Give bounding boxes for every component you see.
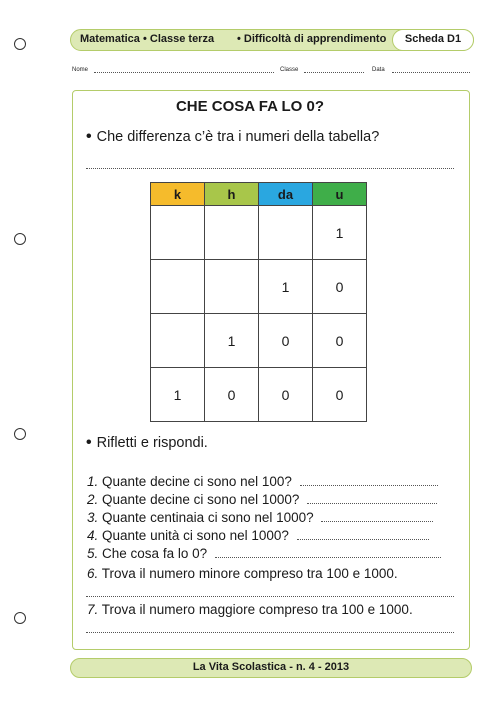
place-value-table	[150, 182, 367, 422]
nome-label: Nome	[72, 67, 89, 73]
header-area: • Difficoltà di apprendimento	[237, 33, 387, 45]
item-number: 6.	[87, 566, 99, 581]
item-number: 3.	[87, 510, 99, 525]
data-label: Data	[372, 67, 385, 73]
item-text: Trova il numero minore compreso tra 100 e 1000.	[101, 566, 398, 581]
answer-line[interactable]	[215, 547, 441, 558]
item-text: Quante decine ci sono nel 100?	[102, 474, 292, 489]
answer-line-7[interactable]	[86, 632, 454, 633]
table-cell: 1	[205, 314, 259, 368]
footer-bar: La Vita Scolastica - n. 4 - 2013	[70, 658, 472, 678]
list-item	[87, 528, 429, 544]
binder-hole-4	[14, 612, 26, 624]
classe-line[interactable]	[304, 72, 364, 73]
table-cell	[205, 206, 259, 260]
header-h: h	[205, 183, 259, 206]
item-number: 7.	[87, 602, 99, 617]
header-subject: Matematica • Classe terza	[80, 33, 215, 45]
item-number: 5.	[87, 546, 99, 561]
scheda-badge: Scheda D1	[392, 29, 474, 51]
student-fields	[72, 67, 472, 79]
data-line[interactable]	[392, 72, 470, 73]
answer-line[interactable]	[307, 493, 437, 504]
table-cell: 0	[259, 314, 313, 368]
table-row	[151, 206, 367, 260]
item-text: Che cosa fa lo 0?	[102, 546, 208, 561]
table-cell	[151, 260, 205, 314]
table-row	[151, 368, 367, 422]
list-item	[87, 510, 433, 526]
answer-line-1[interactable]	[86, 168, 454, 169]
table-cell	[151, 206, 205, 260]
item-text: Quante centinaia ci sono nel 1000?	[102, 510, 314, 525]
header-u: u	[313, 183, 367, 206]
binder-hole-1	[14, 38, 26, 50]
binder-hole-2	[14, 233, 26, 245]
classe-label: Classe	[280, 67, 299, 73]
table-cell	[151, 314, 205, 368]
table-cell: 1	[313, 206, 367, 260]
table-header-row	[151, 183, 367, 206]
table-cell	[205, 260, 259, 314]
table-cell: 1	[259, 260, 313, 314]
table-cell: 0	[205, 368, 259, 422]
table-cell: 0	[313, 314, 367, 368]
item-text: Quante decine ci sono nel 1000?	[102, 492, 300, 507]
table-cell	[259, 206, 313, 260]
question-2	[86, 434, 208, 452]
bullet-icon: •	[86, 434, 92, 451]
table-row	[151, 260, 367, 314]
list-item	[87, 474, 438, 490]
answer-line-6[interactable]	[86, 596, 454, 597]
list-item	[87, 602, 413, 618]
question-2-text: Rifletti e rispondi.	[96, 435, 208, 451]
answer-line[interactable]	[300, 475, 438, 486]
list-item	[87, 546, 441, 562]
item-number: 1.	[87, 474, 99, 489]
table-cell: 1	[151, 368, 205, 422]
bullet-icon: •	[86, 128, 92, 145]
item-number: 2.	[87, 492, 99, 507]
table-cell: 0	[313, 260, 367, 314]
table-cell: 0	[259, 368, 313, 422]
item-text: Trova il numero maggiore compreso tra 100 e 1000.	[101, 602, 413, 617]
binder-hole-3	[14, 428, 26, 440]
list-item	[87, 492, 437, 508]
answer-line[interactable]	[297, 529, 429, 540]
answer-line[interactable]	[321, 511, 433, 522]
list-item	[87, 566, 398, 582]
header-k: k	[151, 183, 205, 206]
table-cell: 0	[313, 368, 367, 422]
page-title: CHE COSA FA LO 0?	[175, 98, 325, 115]
header-bar	[70, 29, 474, 51]
header-da: da	[259, 183, 313, 206]
item-text: Quante unità ci sono nel 1000?	[102, 528, 289, 543]
question-1	[86, 128, 379, 146]
nome-line[interactable]	[94, 72, 274, 73]
question-1-text: Che differenza c’è tra i numeri della tabella?	[96, 129, 380, 145]
table-row	[151, 314, 367, 368]
item-number: 4.	[87, 528, 99, 543]
